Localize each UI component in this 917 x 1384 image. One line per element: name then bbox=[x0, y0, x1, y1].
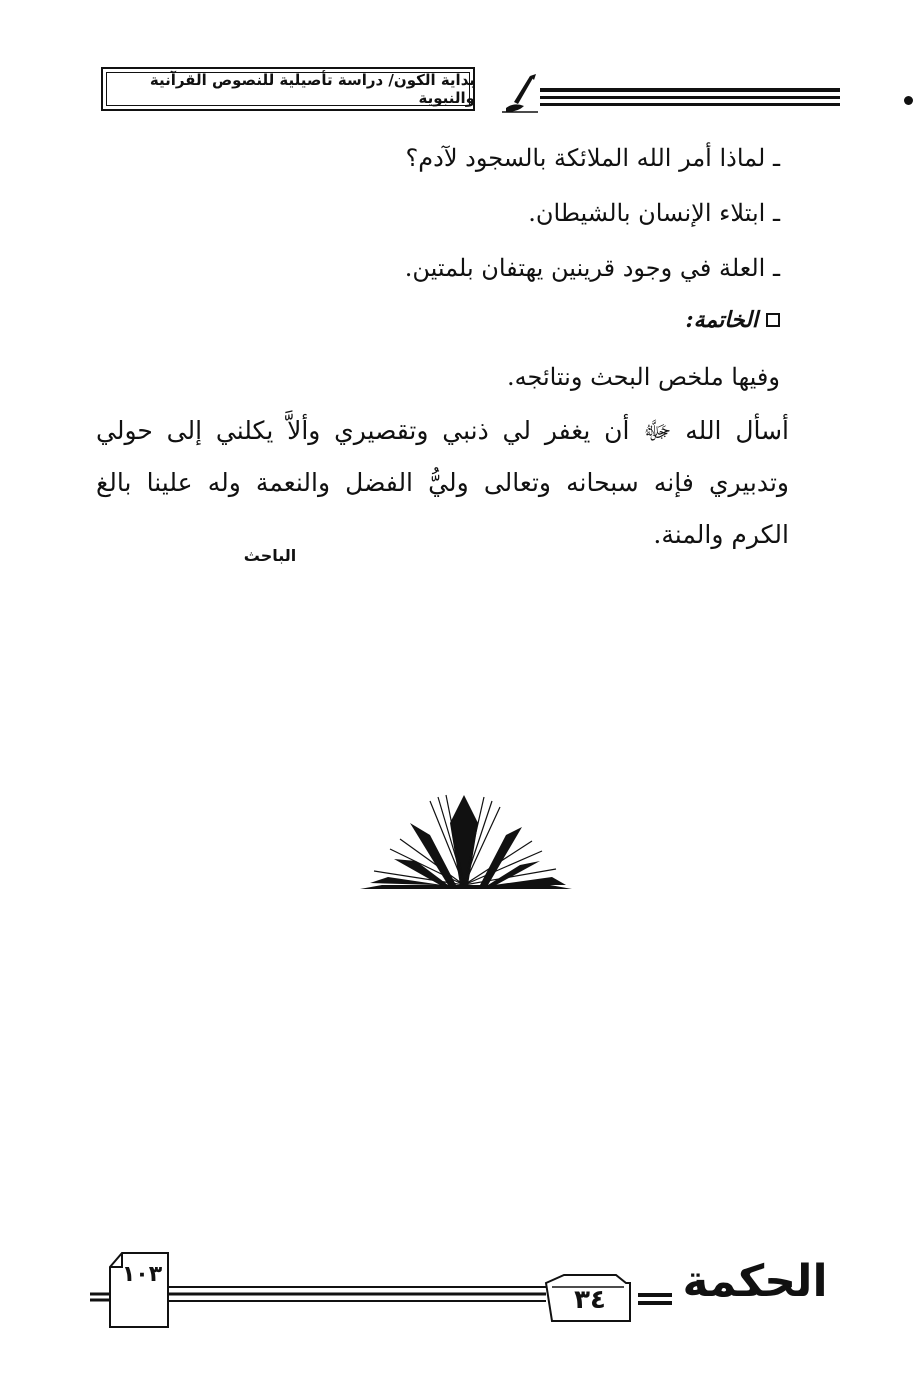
conclusion-heading: الخاتمة: bbox=[685, 307, 758, 333]
conclusion-heading-row bbox=[686, 307, 780, 333]
signature-label: الباحث bbox=[243, 546, 297, 565]
issue-number: ٣٤ bbox=[574, 1285, 606, 1315]
page-number: ١٠٣ bbox=[121, 1262, 163, 1287]
header-rule-thin bbox=[540, 103, 840, 106]
bullet-item: ـ العلة في وجود قرينين يهتفان بلمتين. bbox=[404, 254, 780, 282]
closing-paragraph: أسأل الله ﷻ أن يغفر لي ذنبي وتقصيري وألاَّ يكلني إلى حولي وتدبيري فإنه سبحانه وتعالى وليُّ الفضل والنعمة وله علينا بالغ الكرم والمنة. bbox=[96, 416, 789, 549]
checkbox-square-icon bbox=[766, 313, 780, 327]
journal-logo: الحكمة bbox=[682, 1256, 828, 1307]
running-title: بداية الكون/ دراسة تأصيلية للنصوص القرآنية والنبوية bbox=[149, 71, 475, 107]
sunburst-ornament-icon bbox=[360, 793, 572, 893]
header-rule-mid bbox=[540, 96, 840, 99]
pen-nib-icon bbox=[500, 72, 540, 114]
conclusion-text: وفيها ملخص البحث ونتائجه. bbox=[506, 363, 780, 391]
bullet-item: ـ ابتلاء الإنسان بالشيطان. bbox=[528, 199, 780, 227]
margin-dot bbox=[904, 96, 913, 105]
bullet-item: ـ لماذا أمر الله الملائكة بالسجود لآدم؟ bbox=[405, 144, 780, 172]
header-rule-thick bbox=[540, 88, 840, 92]
